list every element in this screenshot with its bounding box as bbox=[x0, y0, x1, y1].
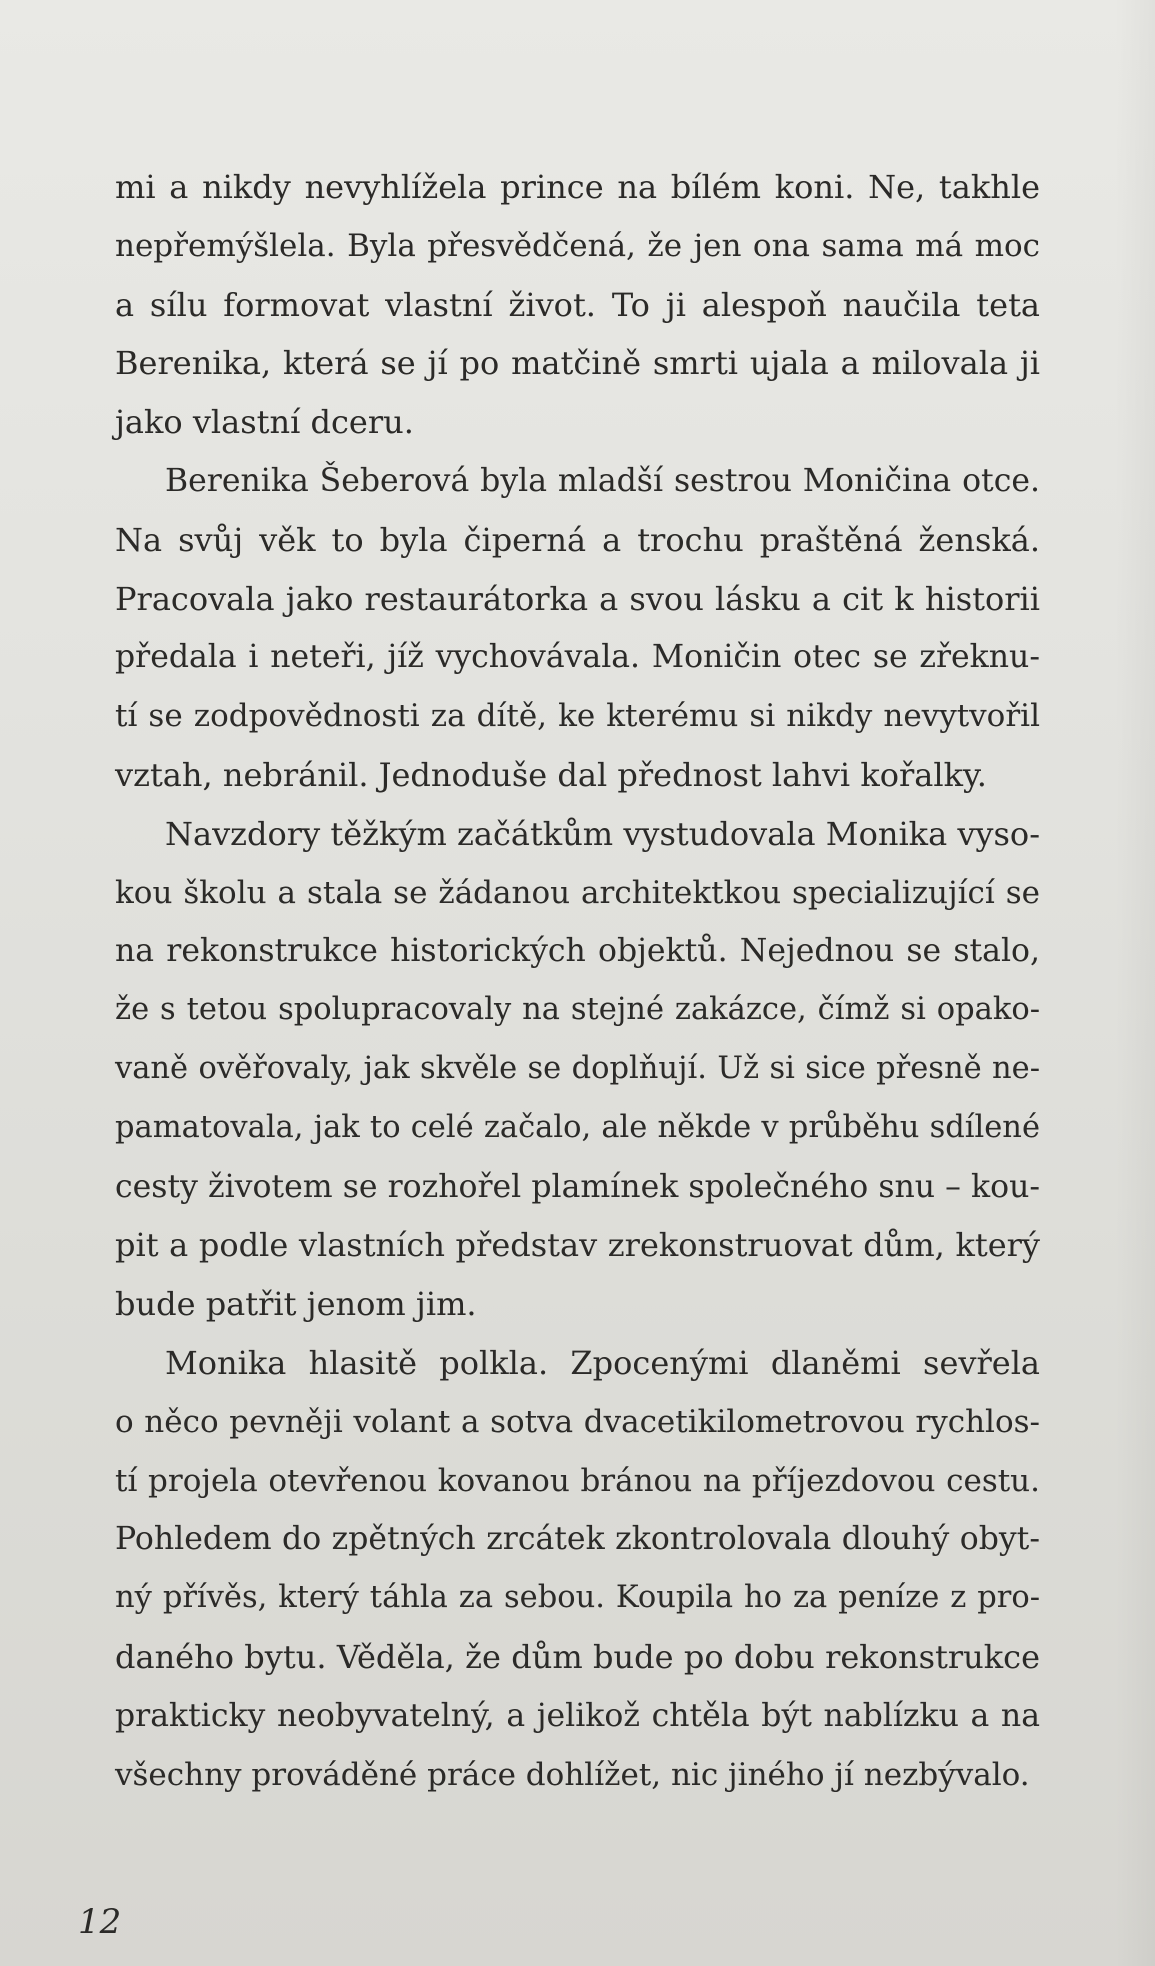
text-line: Monika hlasitě polkla. Zpocenými dlaněmi sevřela bbox=[165, 1343, 1040, 1382]
text-line: daného bytu. Věděla, že dům bude po dobu rekonstrukce bbox=[115, 1637, 1040, 1676]
text-line: pamatovala, jak to celé začalo, ale někde v průběhu sdílené bbox=[115, 1109, 1040, 1145]
text-line: vztah, nebránil. Jednoduše dal přednost lahvi kořalky. bbox=[115, 755, 987, 794]
text-line: Na svůj věk to byla čiperná a trochu praštěná ženská. bbox=[115, 520, 1040, 559]
text-line: Pracovala jako restaurátorka a svou lásku a cit k historii bbox=[115, 579, 1040, 618]
body-text bbox=[115, 158, 1040, 1804]
text-line: ný přívěs, který táhla za sebou. Koupila ho za peníze z pro- bbox=[115, 1580, 1040, 1616]
text-line: kou školu a stala se žádanou architektkou specializující se bbox=[115, 874, 1040, 911]
text-line: o něco pevněji volant a sotva dvacetikilometrovou rychlos- bbox=[115, 1403, 1040, 1440]
text-line: Berenika Šeberová byla mladší sestrou Moničina otce. bbox=[165, 462, 1040, 499]
text-line: bude patřit jenom jim. bbox=[115, 1285, 477, 1324]
text-line: tí se zodpovědnosti za dítě, ke kterému si nikdy nevytvořil bbox=[115, 698, 1040, 735]
text-line: tí projela otevřenou kovanou bránou na příjezdovou cestu. bbox=[115, 1462, 1040, 1499]
text-line: Pohledem do zpětných zrcátek zkontrolovala dlouhý obyt- bbox=[115, 1521, 1040, 1558]
text-line: a sílu formovat vlastní život. To ji alespoň naučila teta bbox=[115, 285, 1040, 324]
text-line: na rekonstrukce historických objektů. Nejednou se stalo, bbox=[115, 933, 1040, 970]
page-number: 12 bbox=[78, 1902, 122, 1942]
text-line: prakticky neobyvatelný, a jelikož chtěla být nablízku a na bbox=[115, 1697, 1040, 1734]
text-line: pit a podle vlastních představ zrekonstruovat dům, který bbox=[115, 1226, 1040, 1265]
text-line: mi a nikdy nevyhlížela prince na bílém koni. Ne, takhle bbox=[115, 168, 1040, 206]
text-line: cesty životem se rozhořel plamínek společného snu – kou- bbox=[115, 1168, 1040, 1205]
text-line: nepřemýšlela. Byla přesvědčená, že jen ona sama má moc bbox=[115, 227, 1040, 264]
page-shadow bbox=[1115, 0, 1155, 1966]
text-line: že s tetou spolupracovaly na stejné zakázce, čímž si opako- bbox=[115, 992, 1040, 1028]
text-line: Berenika, která se jí po matčině smrti ujala a milovala ji bbox=[115, 344, 1040, 383]
text-line: všechny prováděné práce dohlížet, nic jiného jí nezbývalo. bbox=[115, 1756, 1030, 1793]
text-line: předala i neteři, jíž vychovávala. Moničin otec se zřeknu- bbox=[115, 639, 1040, 676]
text-line: Navzdory těžkým začátkům vystudovala Monika vyso- bbox=[165, 814, 1040, 853]
text-line: jako vlastní dceru. bbox=[115, 403, 414, 442]
text-line: vaně ověřovaly, jak skvěle se doplňují. Už si sice přesně ne- bbox=[115, 1050, 1040, 1086]
